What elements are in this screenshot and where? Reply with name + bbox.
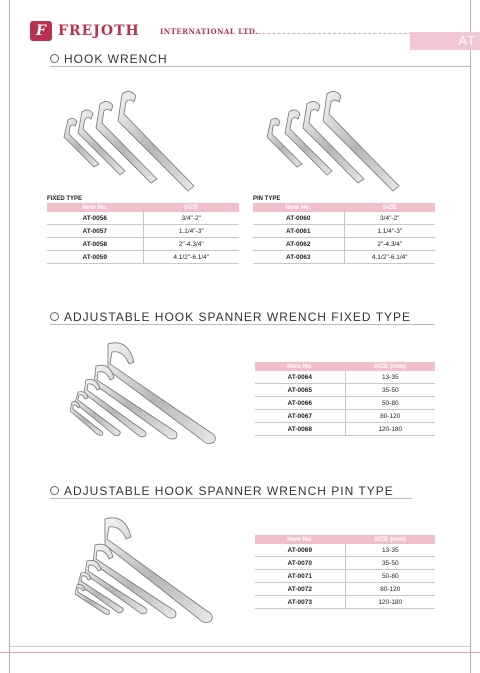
table-row: [253, 225, 435, 238]
adjustable-fixed-table: [255, 362, 435, 436]
size: 50-80: [345, 570, 435, 583]
col-item-no: Item No.: [253, 203, 344, 212]
size: 3/4"-2": [344, 212, 435, 225]
item-no: AT-0061: [253, 225, 344, 238]
fixed-type-label: FIXED TYPE: [47, 196, 83, 202]
size: 2"-4.3/4": [344, 238, 435, 251]
size: 80-120: [345, 583, 435, 596]
item-no: AT-0072: [255, 583, 345, 596]
page-header: [30, 18, 476, 48]
adjustable-pin-wrench-image: [75, 515, 235, 625]
bullet-icon: [50, 486, 59, 495]
table-row: [47, 251, 239, 264]
section-title-adjustable-pin: [50, 484, 394, 498]
item-no: AT-0073: [255, 596, 345, 609]
category-tab: [410, 32, 480, 50]
section-title-adjustable-fixed: [50, 310, 411, 324]
item-no: AT-0064: [255, 371, 345, 384]
size: 50-80: [345, 397, 435, 410]
table-header-row: [47, 203, 239, 212]
bullet-icon: [50, 54, 59, 63]
size: 13-35: [345, 544, 435, 557]
size: 1.1/4"-3": [344, 225, 435, 238]
table-row: [255, 570, 435, 583]
col-item-no: Item No.: [255, 535, 345, 544]
size: 13-35: [345, 371, 435, 384]
size: 120-180: [345, 596, 435, 609]
table-row: [255, 384, 435, 397]
section-title-text: ADJUSTABLE HOOK SPANNER WRENCH PIN TYPE: [64, 484, 394, 498]
logo-icon: F: [30, 21, 52, 41]
section-title-hook-wrench: [50, 52, 168, 66]
bullet-icon: [50, 312, 59, 321]
pin-type-label: PIN TYPE: [253, 196, 281, 202]
table-header-row: [255, 362, 435, 371]
size: 3/4"-2": [143, 212, 239, 225]
item-no: AT-0058: [47, 238, 143, 251]
table-header-row: [253, 203, 435, 212]
brand-subtitle: INTERNATIONAL LTD.: [160, 27, 259, 36]
section-title-text: ADJUSTABLE HOOK SPANNER WRENCH FIXED TYPE: [64, 310, 412, 324]
hook-pin-table: [253, 203, 435, 264]
item-no: AT-0069: [255, 544, 345, 557]
size: 80-120: [345, 410, 435, 423]
table-row: [255, 583, 435, 596]
frame-bottom-line: [0, 652, 480, 653]
item-no: AT-0057: [47, 225, 143, 238]
table-row: [255, 410, 435, 423]
item-no: AT-0070: [255, 557, 345, 570]
table-row: [255, 596, 435, 609]
table-row: [253, 238, 435, 251]
table-row: [47, 212, 239, 225]
table-row: [255, 423, 435, 436]
col-item-no: Item No.: [255, 362, 345, 371]
item-no: AT-0065: [255, 384, 345, 397]
item-no: AT-0063: [253, 251, 344, 264]
table-header-row: [255, 535, 435, 544]
size: 120-180: [345, 423, 435, 436]
adjustable-fixed-wrench-image: [70, 340, 230, 445]
brand-name: FREJOTH: [58, 23, 140, 39]
item-no: AT-0062: [253, 238, 344, 251]
table-row: [253, 212, 435, 225]
frame-right-line: [470, 0, 471, 673]
col-size: SIZE: [143, 203, 239, 212]
table-row: [253, 251, 435, 264]
hook-wrench-pin-image: [265, 88, 415, 193]
section-title-text: HOOK WRENCH: [64, 52, 168, 66]
item-no: AT-0067: [255, 410, 345, 423]
table-row: [255, 397, 435, 410]
item-no: AT-0066: [255, 397, 345, 410]
table-row: [47, 238, 239, 251]
hook-fixed-table: [47, 203, 239, 264]
item-no: AT-0059: [47, 251, 143, 264]
table-row: [255, 557, 435, 570]
table-row: [255, 371, 435, 384]
item-no: AT-0068: [255, 423, 345, 436]
item-no: AT-0056: [47, 212, 143, 225]
col-size: SIZE (mm): [345, 535, 435, 544]
col-item-no: Item No.: [47, 203, 143, 212]
category-code: AT: [458, 33, 476, 48]
table-row: [47, 225, 239, 238]
hook-wrench-fixed-image: [60, 88, 210, 193]
item-no: AT-0060: [253, 212, 344, 225]
table-row: [255, 544, 435, 557]
adjustable-pin-table: [255, 535, 435, 609]
frame-bottom-gray-line: [10, 646, 470, 647]
size: 2"-4.3/4": [143, 238, 239, 251]
size: 35-50: [345, 557, 435, 570]
size: 4.1/2"-6.1/4": [143, 251, 239, 264]
col-size: SIZE: [344, 203, 435, 212]
item-no: AT-0071: [255, 570, 345, 583]
section-divider: [50, 498, 412, 499]
col-size: SIZE (mm): [345, 362, 435, 371]
frame-left-line: [9, 0, 10, 673]
section-divider: [50, 324, 435, 325]
size: 35-50: [345, 384, 435, 397]
section-divider: [50, 66, 470, 67]
size: 1.1/4"-3": [143, 225, 239, 238]
size: 4.1/2"-6.1/4": [344, 251, 435, 264]
